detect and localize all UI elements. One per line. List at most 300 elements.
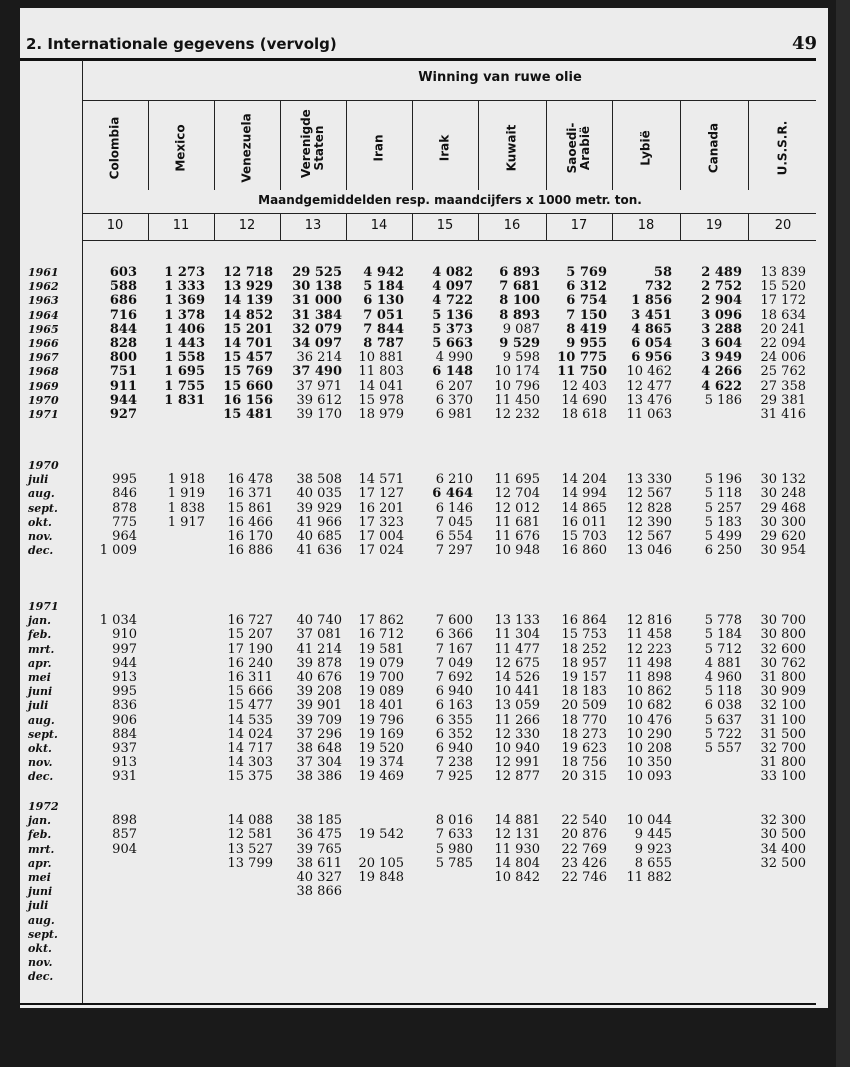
table-cell: 14 994 — [561, 486, 607, 502]
table-cell: 15 207 — [227, 627, 273, 643]
table-cell: 40 035 — [296, 486, 342, 502]
table-cell: 5 184 — [363, 279, 404, 295]
table-cell: 1 443 — [164, 335, 205, 351]
table-cell: 716 — [109, 307, 137, 323]
table-cell: 32 500 — [760, 855, 806, 871]
table-cell: 17 862 — [358, 613, 404, 629]
data-column — [495, 800, 541, 984]
table-cell: 913 — [112, 669, 137, 685]
row-label: 1970 — [28, 459, 59, 472]
table-cell: 16 201 — [358, 500, 404, 516]
table-cell: 1 558 — [164, 350, 205, 366]
row-label: dec. — [28, 544, 54, 558]
table-cell: 15 375 — [227, 769, 273, 785]
table-cell: 6 210 — [435, 472, 473, 488]
row-label: aug. — [28, 913, 55, 927]
table-cell — [297, 970, 343, 984]
table-cell: 41 966 — [296, 514, 342, 530]
column-header-kuwait: Kuwait — [504, 124, 519, 172]
table-cell: 6 754 — [566, 293, 607, 309]
table-cell: 10 462 — [626, 364, 672, 380]
column-divider — [214, 100, 215, 190]
table-cell: 10 940 — [494, 740, 540, 756]
table-cell: 7 297 — [435, 543, 473, 559]
table-cell — [112, 800, 137, 814]
row-label: mrt. — [28, 842, 55, 856]
table-cell: 41 214 — [296, 641, 342, 657]
group-title: Winning van ruwe olie — [418, 70, 582, 85]
table-cell — [627, 885, 673, 899]
row-label: mrt. — [28, 642, 55, 656]
table-cell: 18 770 — [561, 712, 607, 728]
table-cell — [359, 843, 405, 857]
table-cell: 37 296 — [296, 726, 342, 742]
table-cell: 4 990 — [435, 350, 473, 366]
table-cell: 12 828 — [626, 500, 672, 516]
row-label: 1961 — [28, 266, 59, 279]
table-cell: 14 303 — [227, 755, 273, 771]
table-cell: 5 499 — [704, 528, 742, 544]
data-column — [761, 600, 807, 784]
table-cell — [627, 942, 673, 956]
table-cell: 844 — [109, 321, 137, 337]
table-cell: 9 955 — [566, 335, 607, 351]
table-cell: 6 312 — [566, 279, 607, 295]
table-cell: 995 — [112, 684, 137, 700]
table-cell: 911 — [109, 378, 137, 394]
column-divider — [546, 213, 547, 240]
row-label: feb. — [28, 828, 52, 842]
row-label: mei — [28, 670, 51, 684]
row-label: juli — [28, 699, 49, 713]
table-cell: 6 352 — [435, 726, 473, 742]
row-label: dec. — [28, 770, 54, 784]
data-column — [112, 800, 137, 984]
table-cell: 19 089 — [358, 684, 404, 700]
table-cell: 12 877 — [494, 769, 540, 785]
column-number: 10 — [106, 218, 124, 233]
table-cell: 6 250 — [704, 543, 742, 559]
table-cell — [705, 756, 742, 770]
table-cell — [112, 942, 137, 956]
table-cell: 34 400 — [760, 841, 806, 857]
table-cell: 15 457 — [223, 350, 273, 366]
table-cell — [562, 956, 608, 970]
table-cell: 11 695 — [494, 472, 540, 488]
column-divider — [214, 213, 215, 240]
table-cell: 828 — [109, 335, 137, 351]
table-cell: 7 633 — [435, 827, 473, 843]
table-cell: 1 273 — [164, 265, 205, 280]
table-cell: 5 186 — [704, 392, 742, 408]
table-cell: 30 954 — [760, 543, 806, 559]
column-divider — [680, 100, 681, 190]
table-cell: 16 156 — [223, 392, 273, 408]
table-cell — [562, 942, 608, 956]
table-cell — [359, 600, 405, 614]
table-cell: 1 009 — [99, 543, 137, 559]
row-label: sept. — [28, 927, 58, 941]
table-cell: 732 — [644, 279, 672, 295]
table-cell: 5 183 — [704, 514, 742, 530]
data-column — [164, 266, 205, 422]
table-cell: 836 — [112, 698, 137, 714]
table-cell: 1 918 — [167, 472, 205, 488]
table-cell: 17 127 — [358, 486, 404, 502]
table-cell: 18 401 — [358, 698, 404, 714]
table-cell — [761, 914, 807, 928]
column-number: 20 — [774, 218, 792, 233]
table-cell — [627, 928, 673, 942]
table-cell: 1 695 — [164, 364, 205, 380]
table-cell: 4 622 — [701, 378, 742, 394]
table-cell: 931 — [112, 769, 137, 785]
table-cell: 19 623 — [561, 740, 607, 756]
row-label: jan. — [28, 614, 51, 628]
table-cell: 11 498 — [626, 655, 672, 671]
table-cell — [627, 800, 673, 814]
row-labels — [28, 800, 59, 984]
table-cell — [495, 970, 541, 984]
table-cell: 38 866 — [296, 884, 342, 900]
table-cell: 1 917 — [167, 514, 205, 530]
table-cell — [436, 956, 473, 970]
table-cell: 15 703 — [561, 528, 607, 544]
column-divider — [280, 213, 281, 240]
table-cell: 40 740 — [296, 613, 342, 629]
table-cell: 3 604 — [701, 335, 742, 351]
data-column — [562, 800, 608, 984]
table-cell: 7 925 — [435, 769, 473, 785]
row-label: 1972 — [28, 800, 59, 813]
column-header-venezuela: Venezuela — [239, 113, 254, 183]
column-divider — [680, 213, 681, 240]
table-cell: 15 201 — [223, 321, 273, 337]
table-cell: 14 865 — [561, 500, 607, 516]
table-cell — [495, 956, 541, 970]
table-cell: 36 475 — [296, 827, 342, 843]
table-cell: 5 118 — [704, 684, 742, 700]
table-cell — [112, 956, 137, 970]
row-label: feb. — [28, 628, 52, 642]
table-cell — [761, 600, 807, 614]
row-labels — [28, 266, 59, 422]
table-cell — [297, 459, 343, 473]
table-cell: 29 468 — [760, 500, 806, 516]
table-cell — [297, 899, 343, 913]
table-cell: 10 862 — [626, 684, 672, 700]
data-column — [110, 266, 137, 422]
table-cell — [228, 459, 274, 473]
table-cell: 16 712 — [358, 627, 404, 643]
top-rule — [20, 58, 816, 61]
table-cell — [297, 956, 343, 970]
row-label: juni — [28, 685, 53, 699]
table-cell: 25 762 — [760, 364, 806, 380]
table-cell — [495, 899, 541, 913]
table-cell: 19 796 — [358, 712, 404, 728]
column-header-saoedi-arabie: Saoedi-Arabië — [565, 122, 592, 174]
row-label: okt. — [28, 941, 52, 955]
table-cell: 5 257 — [704, 500, 742, 516]
table-cell: 30 138 — [292, 279, 342, 295]
table-cell: 20 876 — [561, 827, 607, 843]
table-cell: 19 079 — [358, 655, 404, 671]
table-cell — [436, 600, 473, 614]
row-label: 1966 — [28, 336, 59, 350]
table-cell: 18 183 — [561, 684, 607, 700]
table-cell: 6 464 — [432, 486, 473, 502]
table-cell: 12 232 — [494, 406, 540, 422]
column-header-verenigde-staten: Verenigde Staten — [299, 109, 326, 178]
table-cell — [436, 800, 473, 814]
table-cell: 19 581 — [358, 641, 404, 657]
table-cell: 14 717 — [227, 740, 273, 756]
table-cell: 37 081 — [296, 627, 342, 643]
table-cell — [436, 914, 473, 928]
table-cell: 15 753 — [561, 627, 607, 643]
table-cell: 32 079 — [292, 321, 342, 337]
table-cell: 15 481 — [223, 406, 273, 422]
table-cell — [495, 600, 541, 614]
data-column — [627, 600, 673, 784]
table-cell — [495, 914, 541, 928]
table-cell: 32 600 — [760, 641, 806, 657]
table-left-border — [82, 60, 83, 1003]
table-cell: 7 238 — [435, 755, 473, 771]
table-cell — [297, 928, 343, 942]
table-cell — [562, 600, 608, 614]
table-cell: 29 381 — [760, 392, 806, 408]
table-cell: 8 655 — [634, 855, 672, 871]
table-cell: 10 476 — [626, 712, 672, 728]
data-column — [495, 600, 541, 784]
table-cell — [627, 899, 673, 913]
table-cell: 1 838 — [167, 500, 205, 516]
column-header-lybie: Lybië — [638, 130, 653, 166]
table-cell: 19 374 — [358, 755, 404, 771]
table-cell: 11 750 — [557, 364, 607, 380]
table-cell — [761, 942, 807, 956]
table-cell: 11 882 — [626, 869, 672, 885]
table-cell: 41 636 — [296, 543, 342, 559]
table-cell: 16 170 — [227, 528, 273, 544]
table-cell — [627, 956, 673, 970]
data-column — [557, 266, 607, 422]
table-cell: 5 769 — [566, 265, 607, 280]
table-cell: 31 384 — [292, 307, 342, 323]
table-cell — [228, 899, 274, 913]
table-cell: 1 406 — [164, 321, 205, 337]
row-label: aug. — [28, 713, 55, 727]
column-divider — [612, 100, 613, 190]
column-header-irak: Irak — [437, 134, 452, 162]
table-cell: 30 700 — [760, 613, 806, 629]
table-cell — [761, 871, 807, 885]
table-cell: 3 949 — [701, 350, 742, 366]
table-cell: 6 146 — [435, 500, 473, 516]
table-cell: 6 163 — [435, 698, 473, 714]
table-cell: 18 634 — [760, 307, 806, 323]
table-cell: 14 041 — [358, 378, 404, 394]
page-edge — [836, 0, 850, 1067]
table-cell: 944 — [109, 392, 137, 408]
table-cell — [359, 899, 405, 913]
table-cell: 1 369 — [164, 293, 205, 309]
unit-caption: Maandgemiddelden resp. maandcijfers x 1000 metr. ton. — [258, 193, 642, 207]
table-cell: 6 370 — [435, 392, 473, 408]
row-label: dec. — [28, 970, 54, 984]
table-cell: 17 172 — [760, 293, 806, 309]
table-cell: 39 612 — [296, 392, 342, 408]
data-column — [100, 600, 137, 784]
column-header-mexico: Mexico — [173, 124, 188, 172]
table-cell — [627, 970, 673, 984]
table-cell — [562, 928, 608, 942]
table-cell: 1 755 — [164, 378, 205, 394]
table-cell: 20 241 — [760, 321, 806, 337]
bottom-rule — [20, 1003, 816, 1005]
table-cell: 13 476 — [626, 392, 672, 408]
table-cell — [112, 857, 137, 871]
column-number: 13 — [304, 218, 322, 233]
table-cell: 10 350 — [626, 755, 672, 771]
table-cell — [228, 885, 274, 899]
table-cell: 5 778 — [704, 613, 742, 629]
table-cell: 36 214 — [296, 350, 342, 366]
table-cell: 4 960 — [704, 669, 742, 685]
table-cell: 884 — [112, 726, 137, 742]
table-cell — [359, 956, 405, 970]
table-cell: 38 185 — [296, 813, 342, 829]
table-cell: 997 — [112, 641, 137, 657]
row-label: sept. — [28, 501, 58, 515]
column-number: 17 — [570, 218, 588, 233]
table-cell — [228, 956, 274, 970]
table-cell: 32 100 — [760, 698, 806, 714]
row-label: sept. — [28, 727, 58, 741]
table-cell — [359, 914, 405, 928]
table-cell: 38 508 — [296, 472, 342, 488]
table-cell — [701, 408, 742, 422]
table-cell: 12 567 — [626, 528, 672, 544]
table-cell: 19 157 — [561, 669, 607, 685]
table-cell — [112, 899, 137, 913]
data-column — [436, 600, 473, 784]
table-cell: 11 898 — [626, 669, 672, 685]
table-cell: 9 529 — [499, 335, 540, 351]
table-cell: 4 097 — [432, 279, 473, 295]
row-label: apr. — [28, 856, 52, 870]
table-cell: 40 676 — [296, 669, 342, 685]
table-cell — [436, 970, 473, 984]
table-cell — [112, 928, 137, 942]
table-cell — [761, 970, 807, 984]
table-cell: 13 059 — [494, 698, 540, 714]
table-cell: 588 — [109, 279, 137, 295]
table-cell: 16 860 — [561, 543, 607, 559]
table-cell — [436, 928, 473, 942]
table-cell — [112, 871, 137, 885]
table-cell — [359, 800, 405, 814]
table-cell — [436, 942, 473, 956]
data-column — [627, 459, 673, 558]
table-cell: 31 800 — [760, 755, 806, 771]
table-cell: 39 170 — [296, 406, 342, 422]
table-cell: 19 169 — [358, 726, 404, 742]
table-cell: 10 441 — [494, 684, 540, 700]
column-divider — [612, 213, 613, 240]
table-cell: 12 330 — [494, 726, 540, 742]
table-cell: 14 701 — [223, 335, 273, 351]
column-header-canada: Canada — [706, 122, 721, 174]
table-cell: 30 762 — [760, 655, 806, 671]
table-cell — [168, 530, 205, 544]
table-cell: 906 — [112, 712, 137, 728]
table-cell: 937 — [112, 740, 137, 756]
table-cell: 9 598 — [502, 350, 540, 366]
table-cell: 7 844 — [363, 321, 404, 337]
table-cell: 10 682 — [626, 698, 672, 714]
table-cell: 11 803 — [358, 364, 404, 380]
table-cell: 10 948 — [494, 543, 540, 559]
table-cell: 5 785 — [435, 855, 473, 871]
table-cell: 13 527 — [227, 841, 273, 857]
table-cell: 18 618 — [561, 406, 607, 422]
table-cell: 31 500 — [760, 726, 806, 742]
table-cell: 13 839 — [760, 265, 806, 280]
table-cell: 18 273 — [561, 726, 607, 742]
table-cell: 5 663 — [432, 335, 473, 351]
table-cell: 10 842 — [494, 869, 540, 885]
table-cell: 13 929 — [223, 279, 273, 295]
table-cell: 9 087 — [502, 321, 540, 337]
table-cell: 14 571 — [358, 472, 404, 488]
table-cell: 16 727 — [227, 613, 273, 629]
table-cell: 5 712 — [704, 641, 742, 657]
column-header-iran: Iran — [371, 134, 386, 162]
table-cell — [359, 459, 405, 473]
table-cell — [705, 459, 742, 473]
table-cell — [168, 544, 205, 558]
table-cell: 2 752 — [701, 279, 742, 295]
row-labels — [28, 459, 59, 558]
table-cell: 964 — [112, 528, 137, 544]
table-cell: 846 — [112, 486, 137, 502]
data-column — [223, 266, 273, 422]
table-cell: 15 520 — [760, 279, 806, 295]
table-cell: 16 011 — [561, 514, 607, 530]
table-cell: 14 024 — [227, 726, 273, 742]
table-cell — [228, 871, 274, 885]
column-divider — [546, 100, 547, 190]
table-cell: 15 660 — [223, 378, 273, 394]
data-column — [359, 459, 405, 558]
table-cell: 5 196 — [704, 472, 742, 488]
table-cell: 13 330 — [626, 472, 672, 488]
table-cell: 995 — [112, 472, 137, 488]
table-cell: 10 174 — [494, 364, 540, 380]
table-cell: 603 — [109, 265, 137, 280]
table-cell: 10 044 — [626, 813, 672, 829]
row-label: 1967 — [28, 351, 59, 365]
data-column — [432, 266, 473, 422]
column-divider — [346, 213, 347, 240]
table-cell: 1 378 — [164, 307, 205, 323]
table-cell: 6 981 — [435, 406, 473, 422]
row-label: apr. — [28, 656, 52, 670]
table-cell: 18 957 — [561, 655, 607, 671]
